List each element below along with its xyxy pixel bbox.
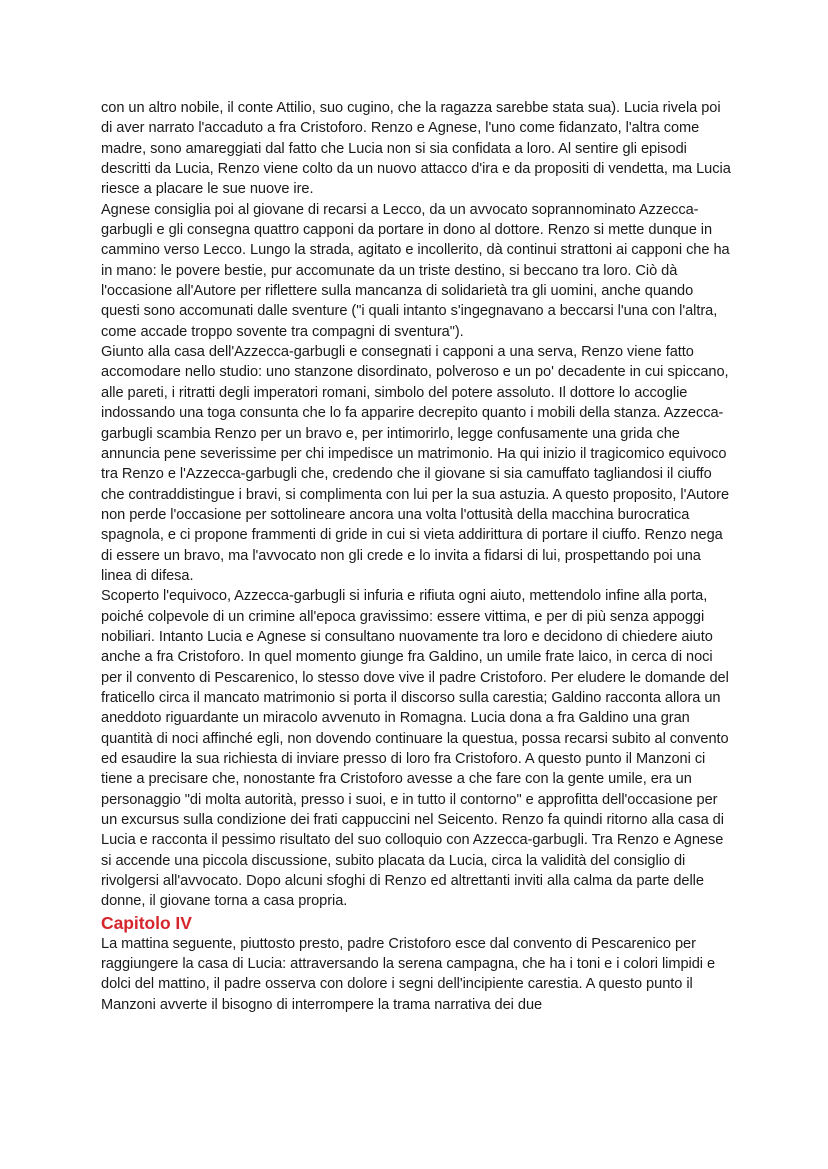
paragraph: Scoperto l'equivoco, Azzecca-garbugli si infuria e rifiuta ogni aiuto, mettendolo infine alla porta, poiché colpevole di un crimine all'epoca gravissimo: essere vittima, e per di più senza appoggi nobiliari. Intanto Lucia e Agnese si consultano nuovamente tra loro e decidono di chiedere aiuto anche a fra Cristoforo. In quel momento giunge fra Galdino, un umile frate laico, in cerca di noci per il convento di Pescarenico, lo stesso dove vive il padre Cristoforo. Per eludere le domande del fraticello circa il mancato matrimonio si porta il discorso sulla carestia; Galdino racconta allora un aneddoto riguardante un miracolo avvenuto in Romagna. Lucia dona a fra Galdino una gran quantità di noci affinché egli, non dovendo continuare la questua, possa recarsi subito al convento ed esaudire la sua richiesta di inviare presso di loro fra Cristoforo. A questo punto il Manzoni ci tiene a precisare che, nonostante fra Cristoforo avesse a che fare con la gente umile, era un personaggio "di molta autorità, presso i suoi, e in tutto il contorno" e approfitta dell'occasione per un excursus sulla condizione dei frati cappuccini nel Seicento. Renzo fa quindi ritorno alla casa di Lucia e racconta il pessimo risultato del suo colloquio con Azzecca-garbugli. Tra Renzo e Agnese si accende una piccola discussione, subito placata da Lucia, circa la validità del consiglio di rivolgersi all'avvocato. Dopo alcuni sfoghi di Renzo ed altrettanti inviti alla calma da parte delle donne, il giovane torna a casa propria. bbox=[101, 588, 729, 910]
chapter-heading: Capitolo IV bbox=[101, 912, 192, 933]
paragraph: La mattina seguente, piuttosto presto, padre Cristoforo esce dal convento di Pescarenico per raggiungere la casa di Lucia: attraversando la serena campagna, che ha i toni e i colori limpidi e dolci del mattino, il padre osserva con dolore i segni dell'incipiente carestia. A questo punto il Manzoni avverte il bisogno di interrompere la trama narrativa dei due bbox=[101, 935, 716, 1013]
document-page bbox=[101, 98, 733, 1015]
paragraph: con un altro nobile, il conte Attilio, suo cugino, che la ragazza sarebbe stata sua). Lucia rivela poi di aver narrato l'accaduto a fra Cristoforo. Renzo e Agnese, l'uno come fidanzato, l'altra come madre, sono amareggiati dal fatto che Lucia non si sia confidata a loro. Al sentire gli episodi descritti da Lucia, Renzo viene colto da un nuovo attacco d'ira e da propositi di vendetta, ma Lucia riesce a placare le sue nuove ire. bbox=[101, 100, 731, 198]
paragraph: Agnese consiglia poi al giovane di recarsi a Lecco, da un avvocato soprannominato Azzecca-garbugli e gli consegna quattro capponi da portare in dono al dottore. Renzo si mette dunque in cammino verso Lecco. Lungo la strada, agitato e incollerito, dà continui strattoni ai capponi che ha in mano: le povere bestie, pur accomunate da un triste destino, si beccano tra loro. Ciò dà l'occasione all'Autore per riflettere sulla mancanza di solidarietà tra gli uomini, anche quando questi sono accomunati dalle sventure ("i quali intanto s'ingegnavano a beccarsi l'una con l'altra, come accade troppo sovente tra compagni di sventura"). bbox=[101, 201, 730, 340]
paragraph: Giunto alla casa dell'Azzecca-garbugli e consegnati i capponi a una serva, Renzo viene fatto accomodare nello studio: uno stanzone disordinato, polveroso e un po' decadente in cui spiccano, alle pareti, i ritratti degli imperatori romani, simbolo del potere assoluto. Il dottore lo accoglie indossando una toga consunta che lo fa apparire decrepito quanto i mobili della stanza. Azzecca-garbugli scambia Renzo per un bravo e, per intimorirlo, legge confusamente una grida che annuncia pene severissime per chi impedisce un matrimonio. Ha qui inizio il tragicomico equivoco tra Renzo e l'Azzecca-garbugli che, credendo che il giovane si sia camuffato tagliandosi il ciuffo che contraddistingue i bravi, si complimenta con lui per la sua astuzia. A questo proposito, l'Autore non perde l'occasione per sottolineare ancora una volta l'ottusità della macchina burocratica spagnola, e ci propone frammenti di gride in cui si vieta addirittura di portare il ciuffo. Renzo nega di essere un bravo, ma l'avvocato non gli crede e lo invita a fidarsi di lui, prospettando poi una linea di difesa. bbox=[101, 344, 730, 584]
